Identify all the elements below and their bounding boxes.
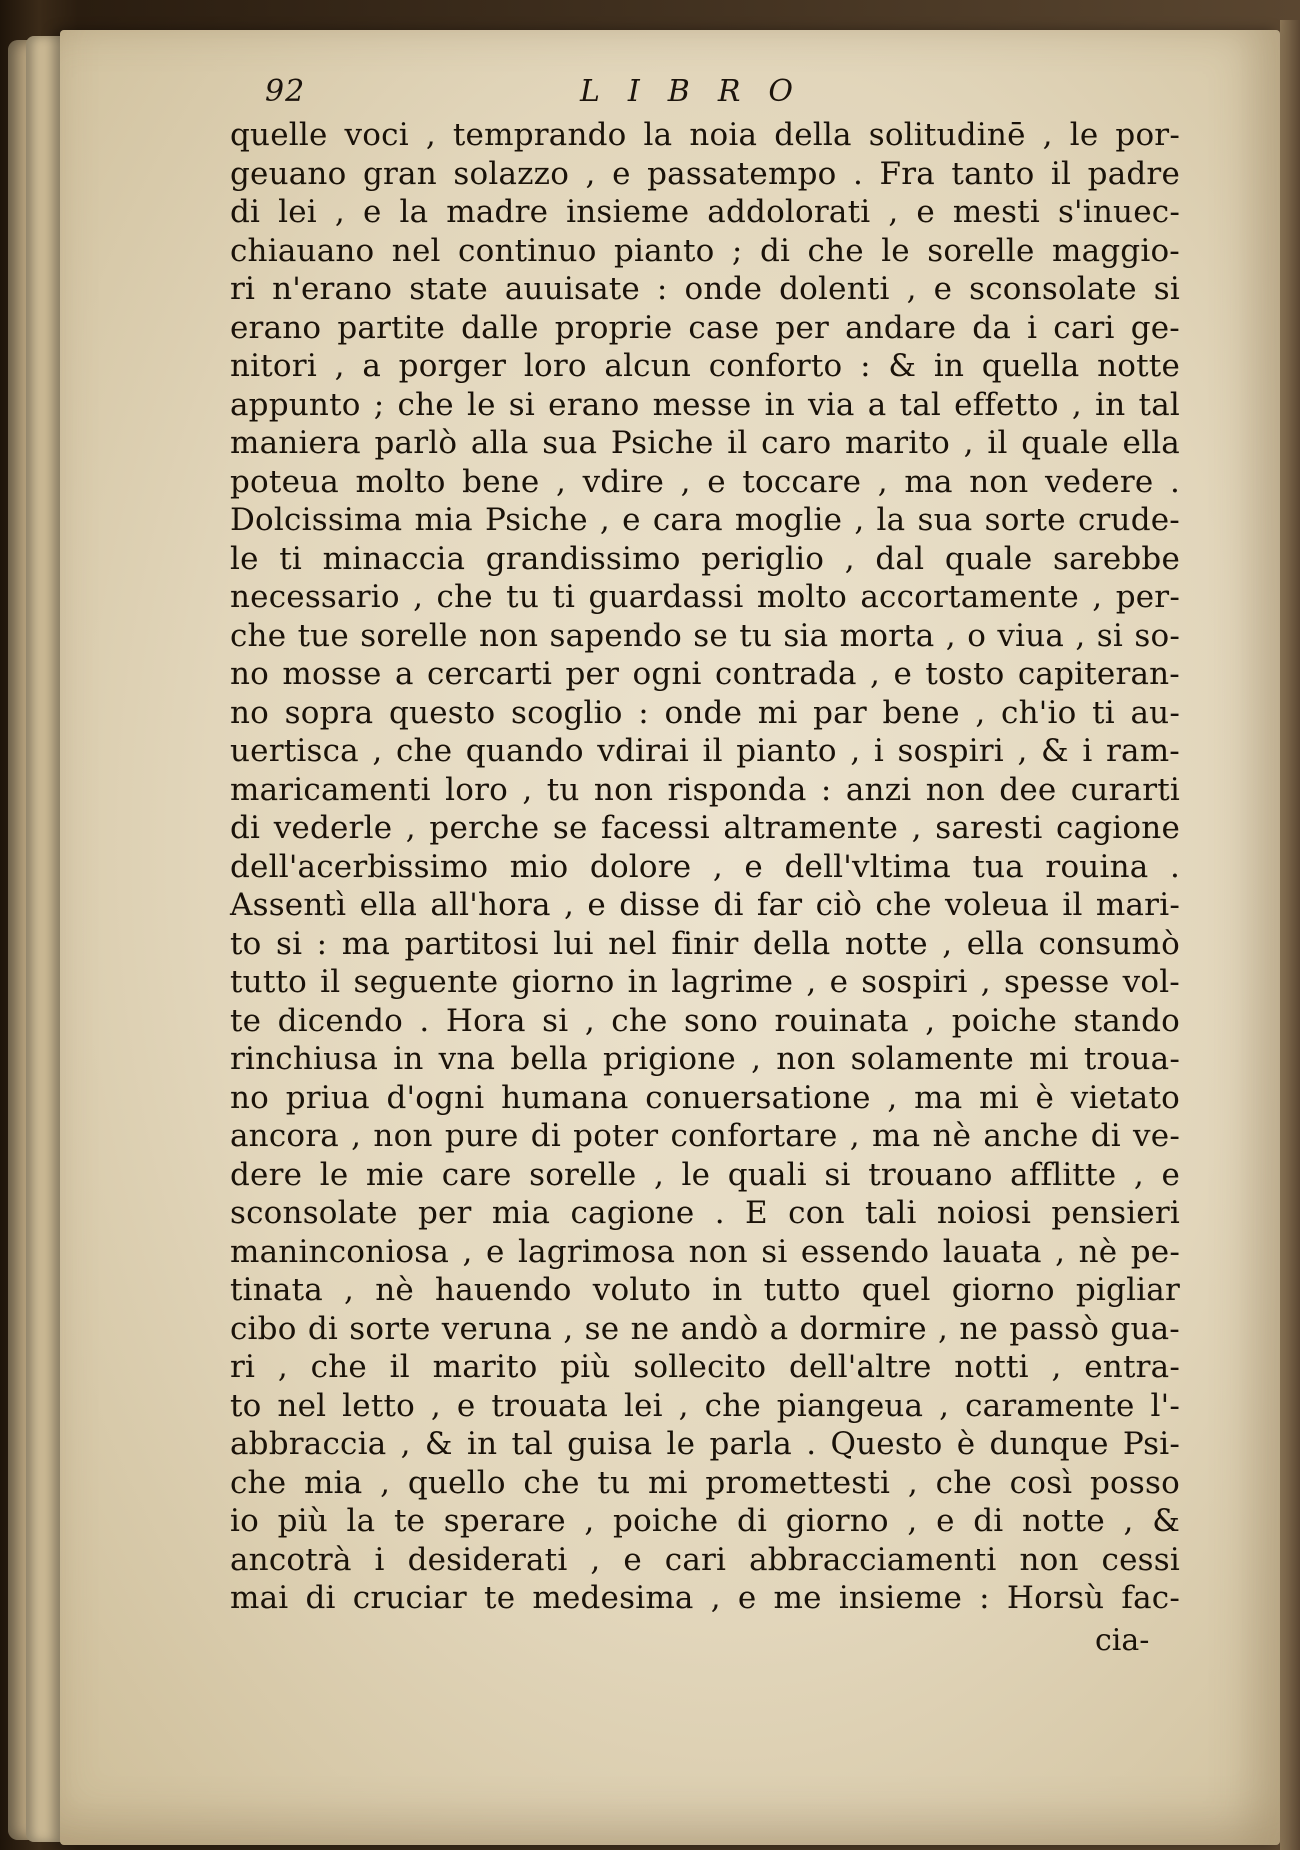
text-line: maniera parlò alla sua Psiche il caro marito , il quale ella (230, 425, 1180, 461)
text-line: cibo di sorte veruna , se ne andò a dormire , ne passò gua- (230, 1310, 1180, 1347)
text-line: tutto il seguente giorno in lagrime , e sospiri , spesse vol- (230, 964, 1180, 1000)
text-line: ancora , non pure di poter confortare , ma nè anche di ve- (230, 1118, 1180, 1154)
text-line: appunto ; che le si erano messe in via a tal effetto , in tal (230, 386, 1180, 423)
text-line: poteua molto bene , vdire , e toccare , ma non vedere . (230, 463, 1180, 500)
text-line: Dolcissima mia Psiche , e cara moglie , la sua sorte crude- (230, 502, 1180, 538)
text-line: tinata , nè hauendo voluto in tutto quel giorno pigliar (230, 1272, 1180, 1308)
text-line: di vederle , perche se facessi altramente , saresti cagione (230, 810, 1180, 846)
text-line: te dicendo . Hora si , che sono rouinata , poiche stando (230, 1002, 1180, 1039)
text-line: mai di cruciar te medesima , e me insieme : Horsù fac- (230, 1580, 1180, 1616)
text-line: dell'acerbissimo mio dolore , e dell'vltima tua rouina . (230, 848, 1180, 885)
text-line: no mosse a cercarti per ogni contrada , e tosto capiteran- (230, 656, 1180, 692)
text-line: maninconiosa , e lagrimosa non si essendo lauata , nè pe- (230, 1233, 1180, 1270)
text-line: ri , che il marito più sollecito dell'altre notti , entra- (230, 1349, 1180, 1385)
text-line: nitori , a porger loro alcun conforto : & in quella notte (230, 348, 1180, 384)
text-line: to si : ma partitosi lui nel finir della notte , ella consumò (230, 925, 1180, 962)
text-line: no priua d'ogni humana conuersatione , ma mi è vietato (230, 1079, 1180, 1116)
text-line: che tue sorelle non sapendo se tu sia morta , o viua , si so- (230, 617, 1180, 654)
text-line: io più la te sperare , poiche di giorno , e di notte , & (230, 1503, 1180, 1539)
text-line: to nel letto , e trouata lei , che piangeua , caramente l'- (230, 1387, 1180, 1424)
running-title: LIBRO (580, 74, 822, 109)
text-line: rinchiusa in vna bella prigione , non solamente mi troua- (230, 1041, 1180, 1077)
text-line: maricamenti loro , tu non risponda : anzi non dee curarti (230, 771, 1180, 808)
text-line: geuano gran solazzo , e passatempo . Fra tanto il padre (230, 155, 1180, 192)
facing-page-edge (1280, 20, 1300, 1850)
text-line: sconsolate per mia cagione . E con tali noiosi pensieri (230, 1195, 1180, 1231)
text-line: abbraccia , & in tal guisa le parla . Questo è dunque Psi- (230, 1426, 1180, 1462)
text-line: di lei , e la madre insieme addolorati , e mesti s'inuec- (230, 194, 1180, 230)
text-line: le ti minaccia grandissimo periglio , dal quale sarebbe (230, 540, 1180, 577)
page-number: 92 (265, 74, 306, 109)
text-line: che mia , quello che tu mi promettesti , che così posso (230, 1464, 1180, 1501)
text-line: Assentì ella all'hora , e disse di far ciò che voleua il mari- (230, 887, 1180, 923)
text-line: chiauano nel continuo pianto ; di che le sorelle maggio- (230, 232, 1180, 269)
text-line: ri n'erano state auuisate : onde dolenti , e sconsolate si (230, 271, 1180, 307)
text-line: ancotrà i desiderati , e cari abbracciamenti non cessi (230, 1541, 1180, 1578)
catchword: cia- (1095, 1623, 1150, 1658)
text-line: no sopra questo scoglio : onde mi par bene , ch'io ti au- (230, 694, 1180, 731)
page-header (265, 74, 965, 114)
text-line: uertisca , che quando vdirai il pianto , i sospiri , & i ram- (230, 733, 1180, 769)
text-line: necessario , che tu ti guardassi molto accortamente , per- (230, 579, 1180, 615)
text-line: dere le mie care sorelle , le quali si trouano afflitte , e (230, 1156, 1180, 1193)
text-line: erano partite dalle proprie case per andare da i cari ge- (230, 309, 1180, 346)
text-line: quelle voci , temprando la noia della solitudinē , le por- (230, 117, 1180, 153)
body-text (230, 116, 1180, 1618)
